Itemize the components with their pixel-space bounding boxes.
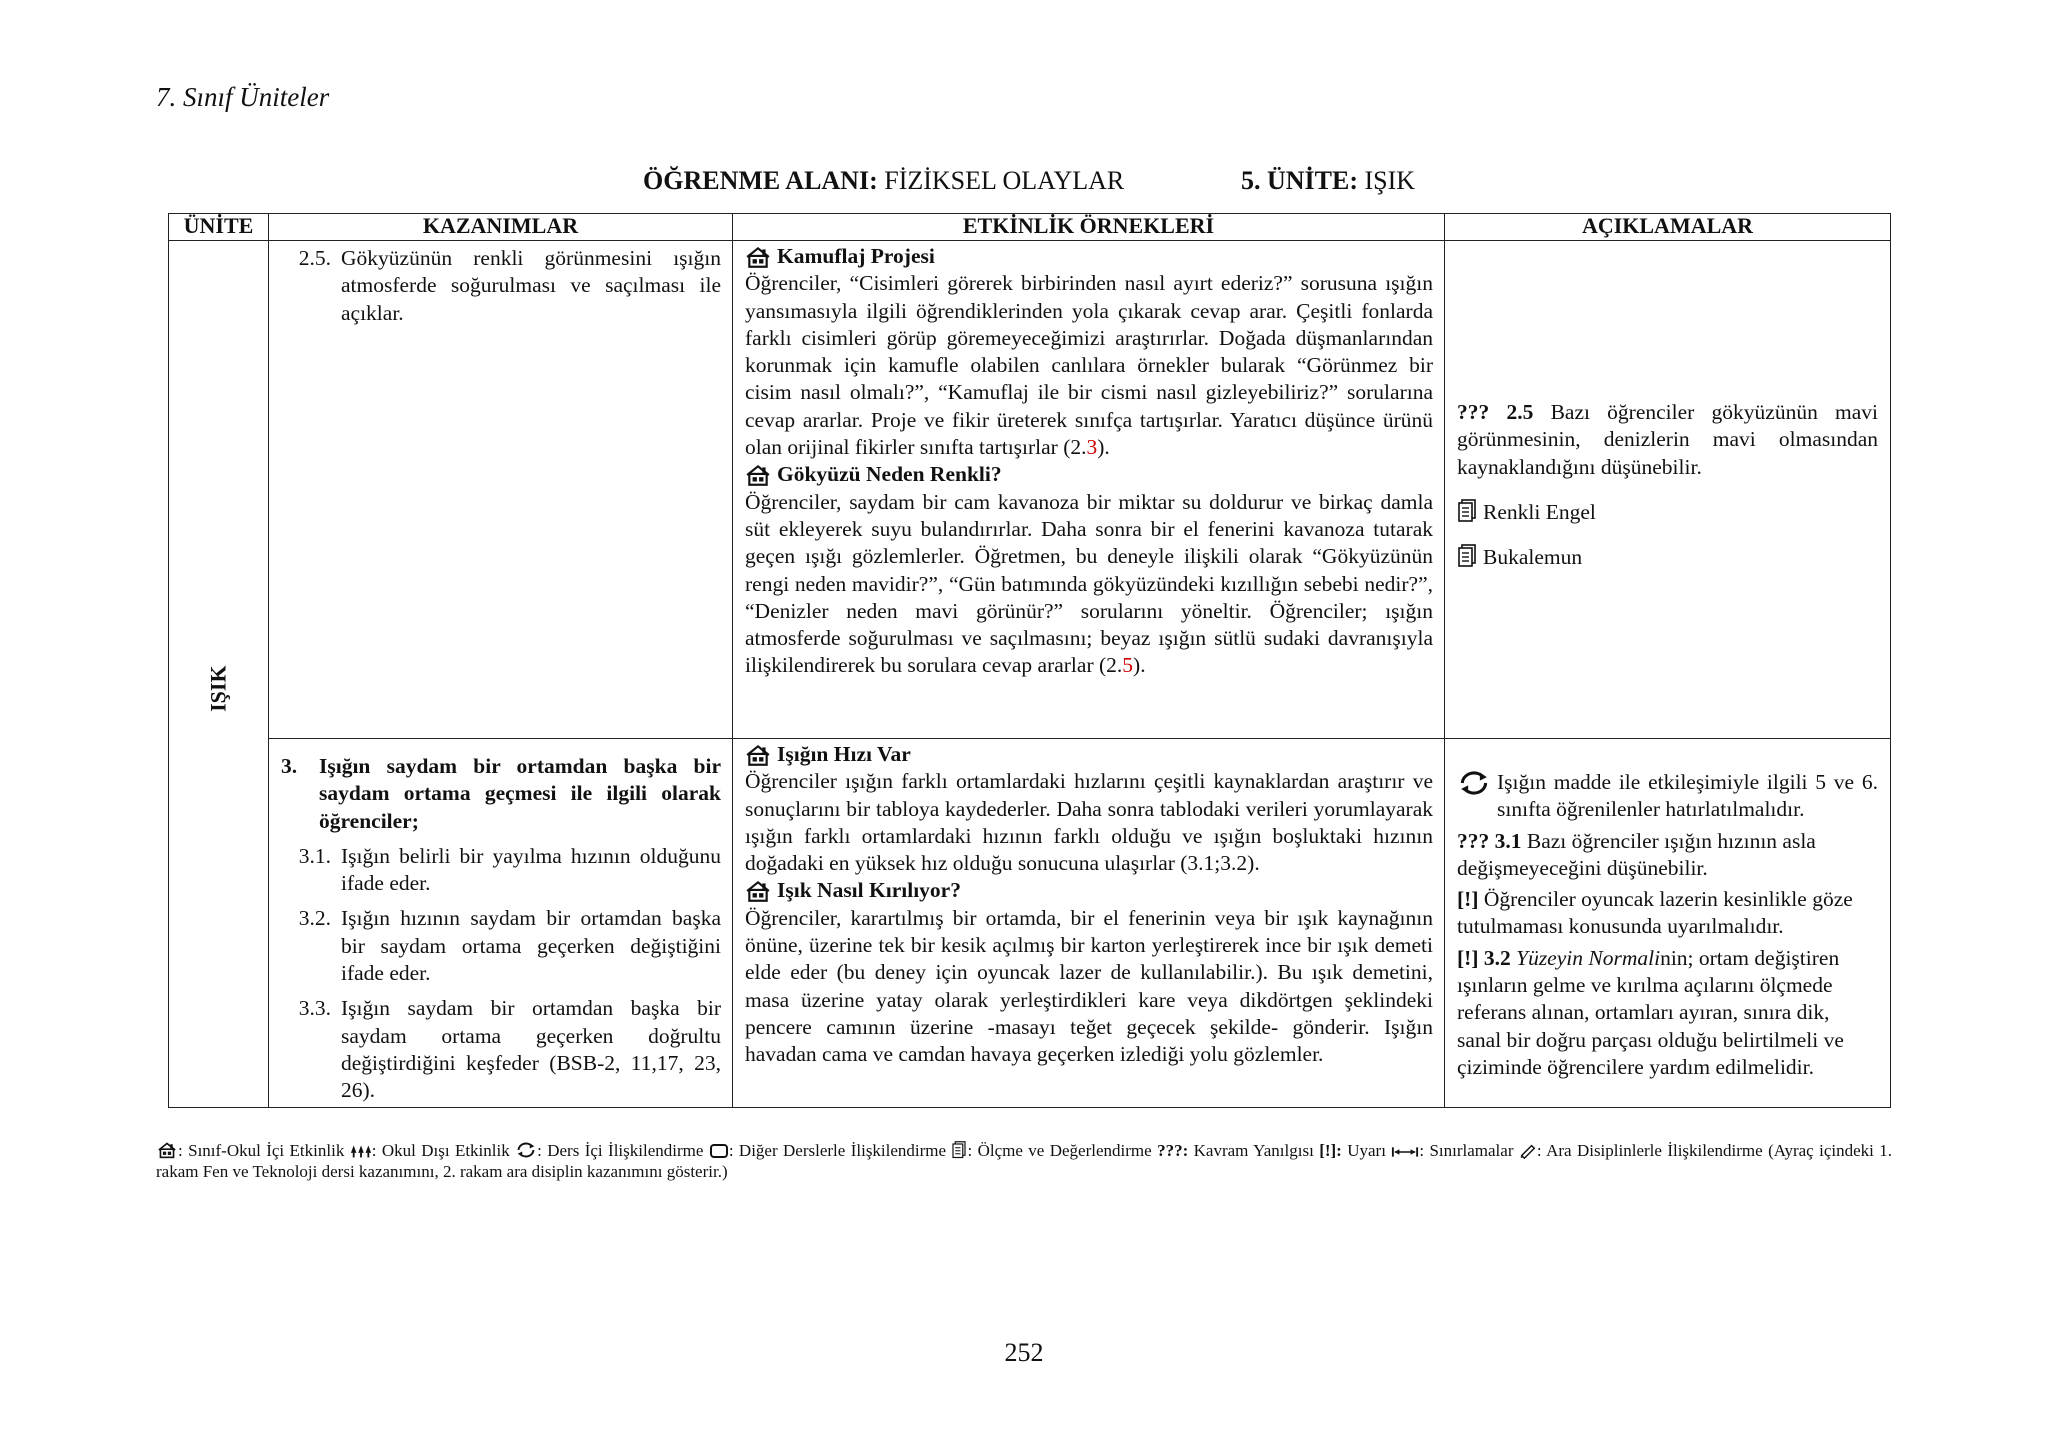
kazanim-text: Gökyüzünün renkli görünmesini ışığın atmosferde soğurulması ve saçılması ile açıklar. — [341, 246, 721, 325]
trees-icon — [350, 1143, 372, 1159]
notes-cell — [1445, 241, 1891, 739]
running-header: 7. Sınıf Üniteler — [156, 82, 330, 112]
misconception-note: ??? 3.1 Bazı öğrenciler ışığın hızının asla değişmeyeceğini düşünebilir. — [1457, 828, 1816, 880]
limits-icon — [1391, 1145, 1419, 1159]
activity-text: Öğrenciler, “Cisimleri görerek birbirinden nasıl ayırt ederiz?” sorusuna ışığın yansımasıyla ilgili öğrendiklerinden yola çıkarak cevap arar. Çeşitli fonlarda farklı cisimleri görüp göremeyeceğimizi araştırırlar. Doğada düşmanlarından korunmak için kamufle olabilen canlılara örnekler bularak “Görünmez bir cisim nasıl olmalı?”, “Kamuflaj ile bir cismi nasıl gizleyebiliriz?” sorularına cevap ararlar. Proje ve fikir üreterek sınıfça tartışırlar. Yaratıcı düşünce ürünü olan orijinal fikirler sınıfta tartışırlar (2.3). — [745, 271, 1433, 460]
activity-text: Öğrenciler, saydam bir cam kavanoza bir miktar su doldurur ve birkaç damla süt ekleyerek suyu bulandırırlar. Daha sonra bir el fenerini kavanoza tutarak geçen ışığı gözlemlerler. Öğretmen, bu deneyle ilişkili olarak “Gökyüzünün rengi neden mavidir?”, “Gün batımında gökyüzündeki kızıllığın sebebi nedir?”, “Denizler neden mavi görünür?” sorularını yöneltir. Öğrenciler; ışığın atmosferde soğurulması ve saçılmasını; beyaz ışığın sütlü sudaki davranışıyla ilişkilendirerek bu sorulara cevap ararlar (2.5). — [745, 489, 1433, 678]
misconception-note: ??? 2.5 Bazı öğrenciler gökyüzünün mavi görünmesinin, denizlerin mavi olmasından kaynaklandığını düşünebilir. — [1457, 400, 1879, 479]
unit-title: 5. ÜNİTE: IŞIK — [1241, 166, 1416, 195]
pen-icon — [1519, 1143, 1537, 1159]
school-activity-icon — [745, 245, 771, 269]
warning-note: [!] 3.2 Yüzeyin Normalinin; ortam değiştiren ışınların gelme ve kırılma açılarını ölçmede referans alınan, ortamları ayıran, sınıra dik, sanal bir doğru parçası olduğu belirtilmeli ve çiziminde öğrencilere yardım edilmelidir. — [1457, 945, 1844, 1079]
school-activity-icon — [745, 463, 771, 487]
evaluation-icon — [1457, 499, 1477, 523]
col-header-kazanimlar: KAZANIMLAR — [269, 214, 733, 241]
table-row — [169, 241, 1891, 739]
col-header-etkinlik: ETKİNLİK ÖRNEKLERİ — [733, 214, 1445, 241]
activity-title: Kamuflaj Projesi — [745, 243, 1433, 270]
misconception-mark: ??? — [1457, 828, 1490, 853]
learning-area: ÖĞRENME ALANI: FİZİKSEL OLAYLAR — [643, 166, 1125, 195]
activity-cell — [733, 241, 1445, 739]
in-class-link-note: Işığın madde ile etkileşimiyle ilgili 5 ve 6. sınıfta öğrenilenler hatırlatılmalıdır. — [1457, 769, 1878, 824]
notes-cell — [1445, 739, 1891, 1108]
activity-ref: 5 — [1122, 653, 1134, 678]
activity-ref: 3 — [1086, 435, 1098, 460]
kazanim-cell — [269, 241, 733, 739]
table-header-row — [169, 214, 1891, 241]
kazanim-item: 3.2. Işığın hızının saydam bir ortamdan başka bir saydam ortama geçerken değiştiğini ifade eder. — [298, 906, 721, 986]
warning-note: [!] Öğrenciler oyuncak lazerin kesinlikle göze tutulmaması konusunda uyarılmalıdır. — [1457, 887, 1853, 939]
kazanim-main: 3. Işığın saydam bir ortamdan başka bir saydam ortama geçmesi ile ilgili olarak öğrenciler; — [281, 754, 721, 833]
evaluation-icon — [951, 1141, 967, 1159]
curriculum-table — [168, 213, 1891, 1108]
unit-name: IŞIK — [205, 665, 231, 712]
warning-mark: [!] — [1457, 887, 1479, 912]
table-row — [169, 739, 1891, 1108]
activity-title: Işık Nasıl Kırılıyor? — [745, 877, 1433, 904]
activity-title: Gökyüzü Neden Renkli? — [745, 461, 1433, 488]
evaluation-item: Bukalemun — [1457, 544, 1878, 571]
misconception-mark: ???: — [1157, 1141, 1189, 1160]
warning-mark: [!] — [1457, 945, 1479, 970]
cycle-icon — [515, 1141, 537, 1159]
cycle-icon — [1457, 769, 1491, 797]
activity-cell — [733, 739, 1445, 1108]
screen-icon — [709, 1143, 729, 1159]
school-activity-icon — [156, 1141, 178, 1159]
kazanim-number: 2.5. — [298, 246, 331, 270]
legend: : Sınıf-Okul İçi Etkinlik : Okul Dışı Etkinlik : Ders İçi İlişkilendirme : Diğer Derslerle İlişkilendirme : Ölçme ve Değerlendirme ???: Kavram Yanılgısı [!]: Uyarı : Sınırlamalar : Ara Disiplinlerle İlişkilendirme (Ayraç içindeki 1. rakam Fen ve Teknoloji dersi kazanımını, 2. rakam ara disiplin kazanımını gösterir.) — [156, 1141, 1892, 1181]
kazanim-item: 3.1. Işığın belirli bir yayılma hızının olduğunu ifade eder. — [298, 843, 721, 896]
kazanim-item — [281, 245, 721, 327]
unit-cell — [169, 241, 269, 1108]
col-header-aciklamalar: AÇIKLAMALAR — [1445, 214, 1891, 241]
evaluation-icon — [1457, 544, 1477, 568]
kazanim-item: 3.3. Işığın saydam bir ortamdan başka bir saydam ortama geçerken doğrultu değiştirdiğini keşfeder (BSB-2, 11,17, 23, 26). — [298, 996, 721, 1103]
activity-text: Öğrenciler, karartılmış bir ortamda, bir el fenerinin veya bir ışık kaynağının önüne, üzerine tek bir kesik açılmış bir karton yerleştirerek ince bir ışık demeti elde eder (bu deney için oyuncak lazer de kullanılabilir.). Bu ışık demetini, masa üzerine yatay olarak yerleştirdikleri kare veya dikdörtgen şeklindeki pencere camının üzerine -masayı teğet geçecek şekilde- gönderir. Işığın havadan cama ve camdan havaya geçerken izlediği yolu gözlemler. — [745, 905, 1433, 1067]
evaluation-item: Renkli Engel — [1457, 499, 1878, 526]
activity-title: Işığın Hızı Var — [745, 741, 1433, 768]
misconception-mark: ??? — [1457, 400, 1490, 424]
school-activity-icon — [745, 743, 771, 767]
warning-mark: [!]: — [1319, 1141, 1342, 1160]
page-number: 252 — [1004, 1338, 1044, 1367]
kazanim-cell — [269, 739, 733, 1108]
school-activity-icon — [745, 879, 771, 903]
activity-text: Öğrenciler ışığın farklı ortamlardaki hızlarını çeşitli kaynaklardan araştırır ve sonuçlarını bir tabloya kaydederler. Daha sonra tablodaki verileri yorumlayarak ışığın farklı ortamlardaki hızının farklı olduğu ve ışığın boşluktaki hızının doğadaki en yüksek hız olduğu sonucuna ulaşırlar (3.1;3.2). — [745, 769, 1433, 876]
col-header-unit: ÜNİTE — [169, 214, 269, 241]
